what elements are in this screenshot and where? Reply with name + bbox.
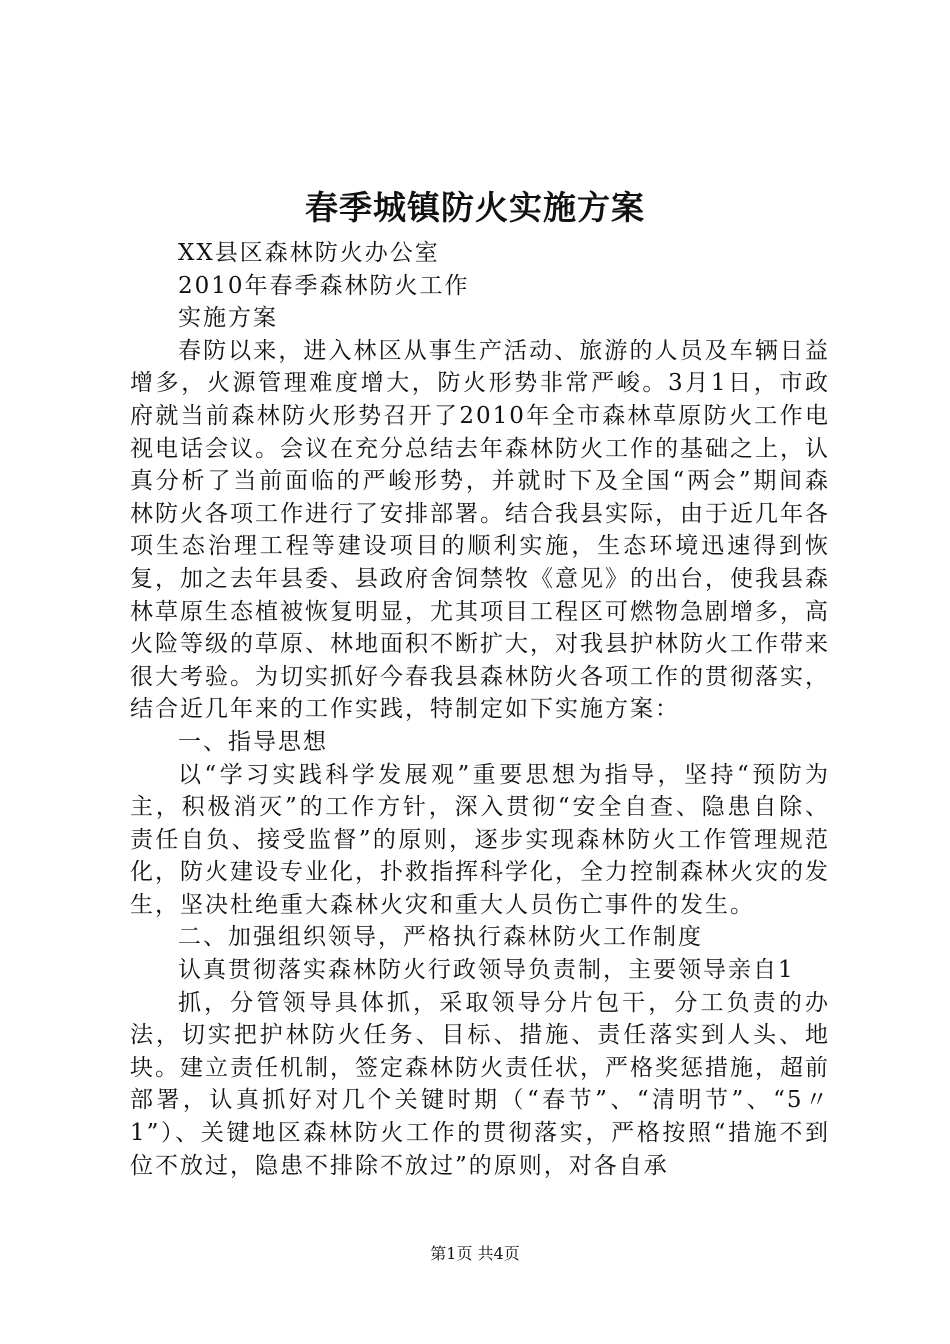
paragraph-organization-detail: 抓，分管领导具体抓，采取领导分片包干，分工负责的办法，切实把护林防火任务、目标、措施、责任落实到人头、地块。建立责任机制，签定森林防火责任状，严格奖惩措施，超前部署，认真抓好对几个关键时期（“春节”、“清明节”、“5〃1”）、关键地区森林防火工作的贯彻落实，严格按照“措施不到位不放过，隐患不排除不放过”的原则，对各自承	[130, 989, 830, 1179]
paragraph-office: XX县区森林防火办公室	[178, 240, 440, 266]
page-number: 第1页 共4页	[430, 1244, 520, 1263]
document-body	[130, 237, 830, 1182]
paragraph-guiding-thought: 以“学习实践科学发展观”重要思想为指导，坚持“预防为主，积极消灭”的工作方针，深入贯彻“安全自查、隐患自除、责任自负、接受监督”的原则，逐步实现森林防火工作管理规范化，防火建设专业化，扑救指挥科学化，全力控制森林火灾的发生，坚决杜绝重大森林火灾和重大人员伤亡事件的发生。	[130, 761, 830, 918]
section-heading-guiding-thought: 一、指导思想	[178, 728, 328, 755]
paragraph-work-year: 2010年春季森林防火工作	[178, 272, 470, 299]
paragraph-organization-intro: 认真贯彻落实森林防火行政领导负责制，主要领导亲自1	[178, 957, 795, 984]
paragraph-background: 春防以来，进入林区从事生产活动、旅游的人员及车辆日益增多，火源管理难度增大，防火形势非常严峻。3月1日，市政府就当前森林防火形势召开了2010年全市森林草原防火工作电视电话会议。会议在充分总结去年森林防火工作的基础之上，认真分析了当前面临的严峻形势，并就时下及全国“两会”期间森林防火各项工作进行了安排部署。结合我县实际，由于近几年各项生态治理工程等建设项目的顺利实施，生态环境迅速得到恢复，加之去年县委、县政府舍饲禁牧《意见》的出台，使我县森林草原生态植被恢复明显，尤其项目工程区可燃物急剧增多，高火险等级的草原、林地面积不断扩大，对我县护林防火工作带来很大考验。为切实抓好今春我县森林防火各项工作的贯彻落实，结合近几年来的工作实践，特制定如下实施方案：	[130, 337, 830, 723]
section-heading-organization: 二、加强组织领导，严格执行森林防火工作制度	[178, 924, 703, 951]
paragraph-plan-label: 实施方案	[178, 305, 278, 332]
document-title: 春季城镇防火实施方案	[305, 188, 645, 227]
